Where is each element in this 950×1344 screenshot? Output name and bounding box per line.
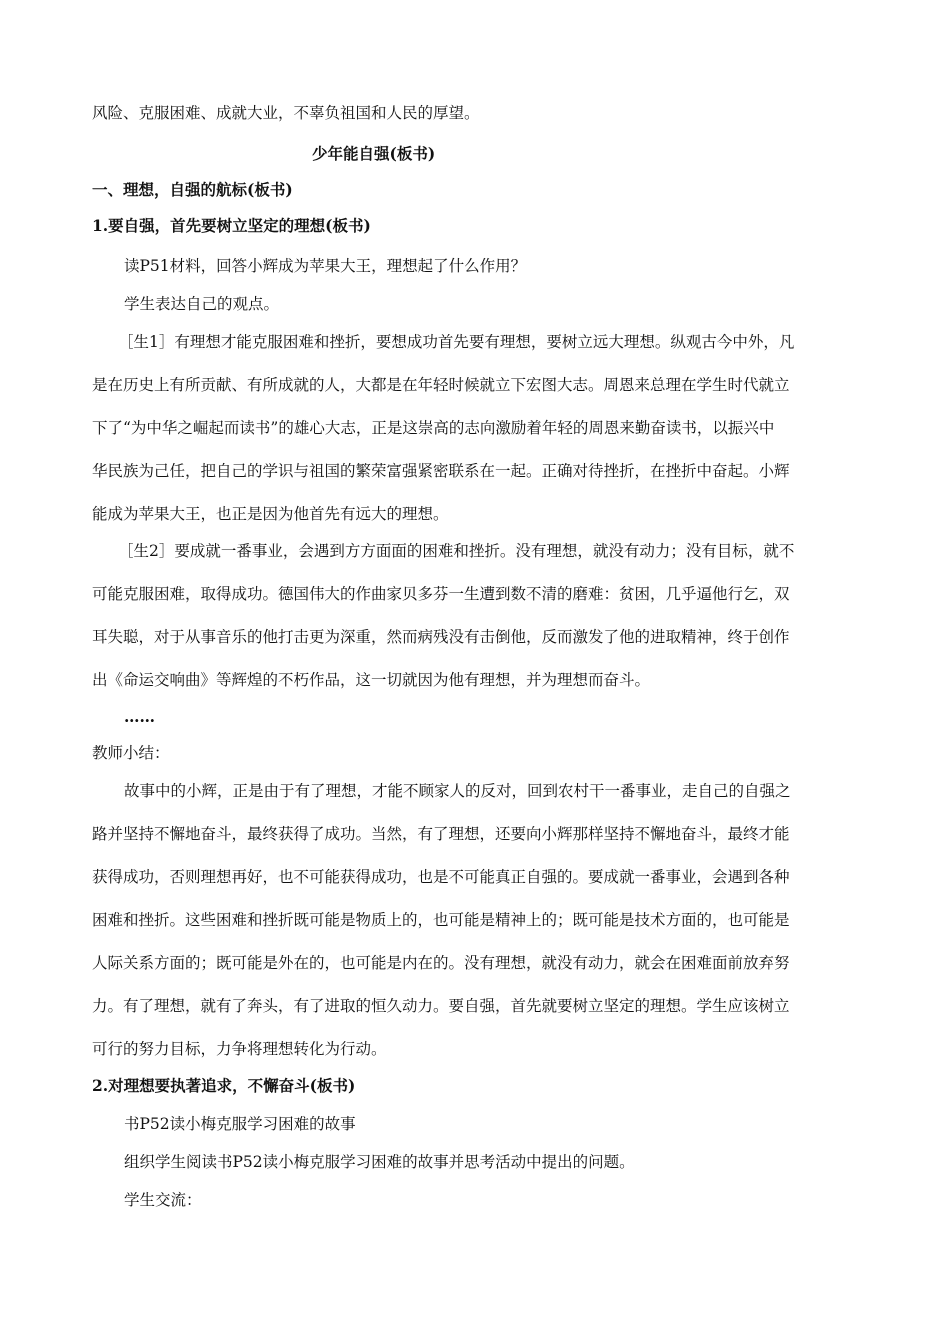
board-title: 少年能自强(板书) <box>312 144 436 163</box>
sub2-heading: 2.对理想要执著追求，不懈奋斗(板书) <box>92 1076 356 1095</box>
summary-line: 人际关系方面的；既可能是外在的，也可能是内在的。没有理想，就没有动力，就会在困难面前放弃努 <box>92 954 790 972</box>
student2-line: 可能克服困难，取得成功。德国伟大的作曲家贝多芬一生遭到数不清的磨难：贫困，几乎逼他行乞，双 <box>92 585 790 603</box>
read-p52: 书P52读小梅克服学习困难的故事 <box>124 1115 356 1133</box>
summary-line: 获得成功，否则理想再好，也不可能获得成功，也是不可能真正自强的。要成就一番事业，会遇到各种 <box>92 868 790 886</box>
student1-line: ［生1］有理想才能克服困难和挫折，要想成功首先要有理想，要树立远大理想。纵观古今中外，凡 <box>118 333 795 351</box>
student1-line: 下了“为中华之崛起而读书”的雄心大志，正是这崇高的志向激励着年轻的周恩来勤奋读书，以振兴中 <box>92 419 775 437</box>
student1-line: 华民族为己任，把自己的学识与祖国的繁荣富强紧密联系在一起。正确对待挫折，在挫折中奋起。小辉 <box>92 462 790 480</box>
summary-line: 可行的努力目标，力争将理想转化为行动。 <box>92 1040 387 1058</box>
teacher-summary-label: 教师小结： <box>92 744 170 762</box>
student1-line: 能成为苹果大王，也正是因为他首先有远大的理想。 <box>92 505 449 523</box>
summary-line: 困难和挫折。这些困难和挫折既可能是物质上的，也可能是精神上的；既可能是技术方面的，也可能是 <box>92 911 790 929</box>
student2-line: 出《命运交响曲》等辉煌的不朽作品，这一切就因为他有理想，并为理想而奋斗。 <box>92 671 651 689</box>
summary-line: 力。有了理想，就有了奔头，有了进取的恒久动力。要自强，首先就要树立坚定的理想。学生应该树立 <box>92 997 790 1015</box>
summary-line: 路并坚持不懈地奋斗，最终获得了成功。当然，有了理想，还要向小辉那样坚持不懈地奋斗，最终才能 <box>92 825 790 843</box>
ellipsis: …… <box>124 707 155 726</box>
sub1-heading: 1.要自强，首先要树立坚定的理想(板书) <box>92 216 371 235</box>
section1-heading: 一、理想，自强的航标(板书) <box>92 180 293 199</box>
student2-line: ［生2］要成就一番事业，会遇到方方面面的困难和挫折。没有理想，就没有动力；没有目标，就不 <box>118 542 795 560</box>
summary-line: 故事中的小辉，正是由于有了理想，才能不顾家人的反对，回到农村干一番事业，走自己的自强之 <box>124 782 791 800</box>
student1-line: 是在历史上有所贡献、有所成就的人，大都是在年轻时候就立下宏图大志。周恩来总理在学生时代就立 <box>92 376 790 394</box>
students-exchange: 学生交流： <box>124 1191 202 1209</box>
students-express: 学生表达自己的观点。 <box>124 295 280 313</box>
read-p51-question: 读P51材料，回答小辉成为苹果大王，理想起了什么作用？ <box>124 257 527 275</box>
student2-line: 耳失聪，对于从事音乐的他打击更为深重，然而病残没有击倒他，反而激发了他的进取精神，终于创作 <box>92 628 790 646</box>
intro-line: 风险、克服困难、成就大业，不辜负祖国和人民的厚望。 <box>92 104 480 122</box>
organize-read: 组织学生阅读书P52读小梅克服学习困难的故事并思考活动中提出的问题。 <box>124 1153 635 1171</box>
